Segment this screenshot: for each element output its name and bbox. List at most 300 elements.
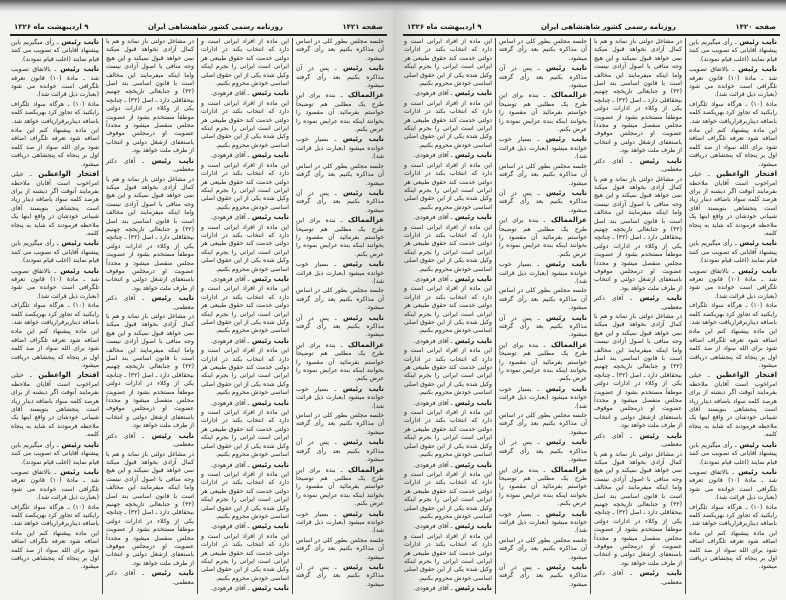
paragraph (404, 533, 492, 583)
paragraph-text: در مشاغل دولتی باز نماند و هم با کمال آزادی بخواهد قبول میکند نمی خواهد قبول نمیکند و این هیچ وجه منافی با اصول آزادی نیست واما اینکه میفرمایند این مخالف است با قانون اساسی بند اصل (۳۲) و جنابعالی تاریخچه چهنیم بیحقاقلی دارد ـ اصل (۳۲) ـ چنانچه یکی از وکلاء در ادارات دولتی موظفاً مستخدم بشود از عضویت مجلس منفصل میشود و مجدداً عضویت او درمجلس موقوف باستعفای ازشغل دولتی و انتخاب از طرف ملت خواهد بود. (594, 313, 682, 430)
paragraph-text: این ماده از افراد ایرانی است و دارد که انتخاب بکند در ادارات دولتی خدمت کند حقوق طبیعی هر ایرانی است ایرانی را بجرم اینکه وکیل شده یکی از این حقوق اصلی اساسی خودش محروم بکنیم. (201, 38, 289, 88)
paragraph (689, 328, 777, 370)
speaker-label: نایب رئیس (336, 562, 384, 571)
speaker-label: نایب رئیس (539, 562, 587, 571)
paragraph (499, 163, 587, 188)
speaker-label: نایب رئیس (56, 65, 99, 74)
paragraph (11, 65, 99, 100)
paragraph-text: ـ بنده برای این طرح یک مطلبی هم توضیحاً خواستم بفرمائید آن مقصود را بخوانند اینکه بنده عرایض نموده را عرض بکنم. (296, 217, 384, 258)
speaker-label: نایب رئیس (632, 156, 682, 165)
speaker-label: نایب رئیس (736, 38, 777, 46)
paragraph (201, 275, 289, 284)
speaker-label: نایب رئیس (539, 509, 587, 518)
paragraph (499, 466, 587, 509)
paragraph (296, 163, 384, 188)
paragraph-text: این ماده پیشنهاد کنم این ماده اضافه شود تعرفه تلگراف اضافه شود برای الله سواد از صد کلمه اول بر پنجاه که پنجشاهی دریافت میشود. (11, 127, 99, 168)
paragraph (201, 522, 289, 531)
paragraph-text: ـ بسیار خوب خوانده میشود (بعبارت ذیل قرائت شد). (499, 261, 587, 285)
paragraph-text: ـ پس در آن مذاکره بکنیم بعد رأی گرفته میشود. (499, 439, 587, 464)
paragraph (689, 267, 777, 302)
paragraph-text: ـ بنده برای این طرح یک مطلبی هم توضیحاً خواستم بفرمائید آن مقصود را بخوانند اینکه بنده عرایض نموده را عرض بکنم. (499, 217, 587, 258)
paragraph-text: این ماده از افراد ایرانی است و دارد که انتخاب بکند در ادارات دولتی خدمت کند حقوق طبیعی هر ایرانی است ایرانی را بجرم اینکه وکیل شده یکی از این حقوق اصلی اساسی خودش محروم بکنیم. (201, 223, 289, 273)
paragraph-text: ـ پس در آن مذاکره بکنیم بعد رأی گرفته میشود. (499, 563, 587, 588)
paragraph-text: مادهٔ (۱۰) ـ هرگاه سواد تلگراف رایکنید که تجاوز کرد بهریکصد کلمه باضافه دیناربرقراریافت خواهد شد. (11, 100, 99, 125)
paragraph-text: ـ بسیار خوب خوانده میشود (بعبارت ذیل قرائت شد). (499, 385, 587, 410)
speaker-label: عزالممالک (545, 91, 587, 100)
paragraph (201, 409, 289, 459)
paragraph-text: ـ بنده برای این طرح یک مطلبی هم توضیحاً خواستم بفرمائید آن مقصود را بخوانند اینکه بنده عرایض نموده را عرض بکنم. (296, 92, 384, 134)
paragraph-text: ـ بنده برای این طرح یک مطلبی هم توضیحاً خواستم بفرمائید آن مقصود را بخوانند اینکه بنده عرایض نموده را عرض بکنم. (296, 466, 384, 508)
paragraph-text: ـ پس در آن مذاکره بکنیم بعد رأی گرفته میشود. (499, 65, 587, 90)
speaker-label: نایب رئیس (452, 89, 492, 98)
paragraph-text: مادهٔ (۱۰) ـ هرگاه سواد تلگراف رایکنید که تجاوز کرد بهریکصد کلمه باضافه دیناربرقراریافت خواهد شد. (11, 302, 99, 326)
paragraph (296, 438, 384, 464)
paragraph-text: این ماده پیشنهاد کنم این ماده اضافه شود تعرفه تلگراف اضافه شود برای الله سواد از صد کلمه اول بر پنجاه که پنجشاهی دریافت میشود. (689, 529, 777, 571)
paragraph (499, 412, 587, 437)
paragraph-text: این ماده از افراد ایرانی است و دارد که انتخاب بکند در ادارات دولتی خدمت کند حقوق طبیعی هر ایرانی است ایرانی را بجرم اینکه وکیل شده یکی از این حقوق اصلی اساسی خودش محروم بکنیم. (201, 285, 289, 335)
paragraph (11, 504, 99, 529)
paragraph (404, 224, 492, 274)
paragraph-text: ـ آقای فرهودی. (210, 585, 250, 593)
paragraph-text: مادهٔ (۱۰) ـ هرگاه سواد تلگراف رایکنید که تجاوز کرد بهریکصد کلمه باضافه دیناربرقراریافت خواهد شد. (689, 503, 777, 528)
speaker-label: نایب رئیس (734, 467, 777, 476)
paragraph (201, 38, 289, 88)
paragraph (201, 337, 289, 346)
paragraph (404, 162, 492, 212)
paragraph-text: در مشاغل دولتی باز نماند و هم با کمال آزادی بخواهد قبول میکند نمی خواهد قبول نمیکند و این هیچ وجه منافی با اصول آزادی نیست واما اینکه میفرمایند این مخالف است با قانون اساسی بند اصل (۳۲) و جنابعالی تاریخچه چهنیم بیحقاقلی دارد ـ اصل (۳۲) ـ چنانچه یکی از وکلاء در ادارات دولتی موظفاً مستخدم بشود از عضویت مجلس منفصل میشود و مجدداً عضویت او درمجلس موقوف باستعفای ازشغل دولتی و انتخاب از طرف ملت خواهد بود. (594, 175, 682, 292)
paragraph-text: ـ آقای دکتر معظمی. (106, 295, 194, 311)
paragraph-text: جلسه مجلس بطور کلی در اساس آن مذاکره بکنیم بعد رأی گرفته میشود. (499, 38, 587, 62)
paragraph (296, 466, 384, 509)
speaker-label: نایب رئیس (249, 336, 289, 345)
paragraph (296, 260, 384, 286)
paragraph-text: در مشاغل دولتی باز نماند و هم با کمال آزادی بخواهد قبول میکند نمی خواهد قبول نمیکند و این هیچ وجه منافی با اصول آزادی نیست واما اینکه میفرمایند این مخالف است با قانون اساسی بند اصل (۳۲) و جنابعالی تاریخچه چهنیم بیحقاقلی دارد ـ اصل (۳۲) ـ چنانچه یکی از وکلاء در ادارات دولتی موظفاً مستخدم بشود از عضویت مجلس منفصل میشود و مجدداً عضویت او درمجلس موقوف باستعفای ازشغل دولتی و انتخاب از طرف ملت خواهد بود. (594, 38, 682, 155)
paragraph (689, 239, 777, 265)
paragraph (689, 530, 777, 572)
paragraph (201, 213, 289, 222)
paragraph-text: ـ بالاتفاق تصویب شد ـ مادهٔ (۱۰) قانون تعرفه تلگرافی است خوانده می شود (بعبارت ذیل قرائت شد). (11, 267, 99, 300)
text-column (685, 38, 780, 594)
paragraph-text: این ماده از افراد ایرانی است و دارد که انتخاب بکند در ادارات دولتی خدمت کند حقوق طبیعی هر ایرانی است ایرانی را بجرم اینکه وکیل شده یکی از این حقوق اصلی اساسی خودش محروم بکنیم. (201, 99, 289, 149)
paragraph (106, 294, 194, 312)
paragraph (11, 441, 99, 467)
paragraph (689, 302, 777, 327)
paragraph-text: این ماده از افراد ایرانی است و دارد که انتخاب بکند در ادارات دولتی خدمت کند حقوق طبیعی هر ایرانی است ایرانی را بجرم اینکه وکیل شده یکی از این حقوق اصلی اساسی خودش محروم بکنیم. (404, 285, 492, 335)
text-column (401, 38, 495, 594)
paragraph (296, 341, 384, 384)
speaker-label: عزالممالک (342, 91, 384, 100)
paragraph (689, 65, 777, 100)
speaker-label: نایب رئیس (632, 569, 682, 578)
speaker-label: نایب رئیس (452, 398, 492, 407)
paragraph (594, 569, 682, 587)
paragraph-text: در مشاغل دولتی باز نماند و هم با کمال آزادی بخواهد قبول میکند نمی خواهد قبول نمیکند و این هیچ وجه منافی با اصول آزادی نیست واما اینکه میفرمایند این مخالف است با قانون اساسی بند اصل (۳۲) و جنابعالی تاریخچه چهنیم بیحقاقلی دارد ـ اصل (۳۲) ـ چنانچه یکی از وکلاء در ادارات دولتی موظفاً مستخدم بشود از عضویت مجلس منفصل میشود و مجدداً عضویت او درمجلس موقوف باستعفای ازشغل دولتی و انتخاب از طرف ملت خواهد بود. (106, 38, 194, 155)
speaker-label: نایب رئیس (539, 313, 587, 322)
paragraph-text: ـ خیلی امراخوب است آقایان ملاحظه بفرمایند آنوقت اگر دیشنه از برای هرصد کلمه سواد باضافه دینار زیاد است پنجشاهی بنویسند آقای شیبانی خودشان در واقع اینها یک ملاحظه فرمودند که شاید به پنجاه کلمه. (11, 372, 99, 439)
paragraph (404, 399, 492, 408)
paragraph-text: در مشاغل دولتی باز نماند و هم با کمال آزادی بخواهد قبول میکند نمی خواهد قبول نمیکند و این هیچ وجه منافی با اصول آزادی نیست واما اینکه میفرمایند این مخالف است با قانون اساسی بند اصل (۳۲) و جنابعالی تاریخچه چهنیم بیحقاقلی دارد ـ اصل (۳۲) ـ چنانچه یکی از وکلاء در ادارات دولتی موظفاً مستخدم بشود از عضویت مجلس منفصل میشود و مجدداً عضویت او درمجلس موقوف باستعفای ازشغل دولتی و انتخاب از طرف ملت خواهد بود. (106, 450, 194, 567)
header-rule (10, 34, 387, 36)
paragraph-text: این ماده از افراد ایرانی است و دارد که انتخاب بکند در ادارات دولتی خدمت کند حقوق طبیعی هر ایرانی است ایرانی را بجرم اینکه وکیل شده یکی از این حقوق اصلی اساسی خودش محروم بکنیم. (404, 99, 492, 149)
paragraph-text: ـ پس در آن مذاکره بکنیم بعد رأی گرفته میشود. (296, 189, 384, 214)
paragraph (296, 412, 384, 437)
speaker-label: نایب رئیس (56, 266, 99, 275)
paragraph-text: این ماده پیشنهاد کنم این ماده اضافه شود تعرفه تلگراف اضافه شود برای الله سواد از صد کلمه اول بر پنجاه که پنجشاهی دریافت میشود. (689, 127, 777, 168)
text-columns (401, 38, 780, 594)
paragraph-text: ـ رأی میگیریم باین پیشنهاد آقایانی که تصویب می کنند قیام نمایند (اغلب قیام نمودند). (689, 240, 777, 265)
paragraph-text: ـ آقای فرهودی. (210, 523, 250, 531)
paragraph (689, 38, 777, 64)
paragraph (296, 537, 384, 562)
paragraph (499, 287, 587, 312)
paragraph-text: ـ آقای دکتر معظمی. (106, 432, 194, 449)
speaker-label: نایب رئیس (249, 584, 289, 593)
speaker-label: نایب رئیس (249, 151, 289, 160)
paragraph-text: ـ آقای دکتر معظمی. (594, 157, 682, 174)
paragraph-text: ـ پس در آن مذاکره بکنیم بعد رأی گرفته میشود. (296, 439, 384, 464)
speaker-label: نایب رئیس (336, 313, 384, 322)
paragraph-text: جلسه مجلس بطور کلی در اساس آن مذاکره بکنیم بعد رأی گرفته میشود. (296, 287, 384, 312)
paragraph (201, 461, 289, 470)
paragraph (499, 385, 587, 411)
paragraph-text: ـ بنده برای این طرح یک مطلبی هم توضیحاً خواستم بفرمائید آن مقصود را بخوانند اینکه بنده عرایض نموده را عرض بکنم. (499, 466, 587, 508)
paragraph-text: ـ آقای فرهودی. (413, 214, 453, 222)
paragraph-text: ـ پس در آن مذاکره بکنیم بعد رأی گرفته میشود. (296, 563, 384, 588)
paragraph-text: این ماده از افراد ایرانی است و دارد که انتخاب بکند در ادارات دولتی خدمت کند حقوق طبیعی هر ایرانی است ایرانی را بجرم اینکه وکیل شده یکی از این حقوق اصلی اساسی خودش محروم بکنیم. (404, 38, 492, 88)
paragraph (404, 584, 492, 593)
paragraph (499, 91, 587, 134)
paragraph (689, 170, 777, 238)
paragraph-text: ـ بالاتفاق تصویب شد ـ مادهٔ (۱۰) قانون تعرفه تلگرافی است خوانده می شود (بعبارت ذیل قرائت شد). (689, 267, 777, 300)
paragraph (404, 38, 492, 88)
paragraph (594, 38, 682, 156)
paragraph-text: ـ بسیار خوب خوانده میشود (بعبارت ذیل قرائت شد). (296, 385, 384, 410)
paragraph-text: این ماده پیشنهاد کنم این ماده اضافه شود تعرفه تلگراف اضافه شود برای الله سواد از صد کلمه اول بر پنجاه که پنجشاهی دریافت میشود. (11, 529, 99, 571)
paragraph-text: این ماده از افراد ایرانی است و دارد که انتخاب بکند در ادارات دولتی خدمت کند حقوق طبیعی هر ایرانی است ایرانی را بجرم اینکه وکیل شده یکی از این حقوق اصلی اساسی خودش محروم بکنیم. (404, 161, 492, 211)
speaker-label: نایب رئیس (336, 438, 384, 447)
paragraph (201, 285, 289, 335)
paragraph (296, 385, 384, 411)
paragraph-text: ـ پس در آن مذاکره بکنیم بعد رأی گرفته میشود. (296, 314, 384, 339)
speaker-label: نایب رئیس (452, 151, 492, 160)
paragraph (499, 38, 587, 63)
paragraph (106, 451, 194, 569)
paragraph (201, 347, 289, 397)
paragraph (201, 89, 289, 98)
paragraph (499, 341, 587, 384)
paragraph-text: ـ خیلی امراخوب است آقایان ملاحظه بفرمایند آنوقت اگر دیشنه از برای هرصد کلمه سواد باضافه دینار زیاد است پنجشاهی بنویسند آقای شیبانی خودشان در واقع اینها یک ملاحظه فرمودند که شاید به پنجاه کلمه. (689, 372, 777, 439)
paragraph (296, 563, 384, 589)
speaker-label: نایب رئیس (734, 266, 777, 275)
paragraph (106, 38, 194, 156)
paragraph-text: ـ رأی میگیریم باین پیشنهاد آقایانی که تصویب می کنند قیام نمایند (اغلب قیام نمودند). (689, 441, 777, 466)
paragraph-text: ـ آقای فرهودی. (413, 399, 453, 407)
paragraph (594, 157, 682, 175)
paragraph (404, 213, 492, 222)
paragraph-text: ـ بنده برای این طرح یک مطلبی هم توضیحاً خواستم بفرمائید آن مقصود را بخوانند اینکه بنده عرایض نموده را عرض بکنم. (499, 341, 587, 383)
paragraph (499, 64, 587, 90)
text-column (590, 38, 685, 594)
paragraph-text: ـ آقای فرهودی. (210, 152, 250, 160)
speaker-label: عزالممالک (342, 465, 384, 474)
paragraph-text: این ماده از افراد ایرانی است و دارد که انتخاب بکند در ادارات دولتی خدمت کند حقوق طبیعی هر ایرانی است ایرانی را بجرم اینکه وکیل شده یکی از این حقوق اصلی اساسی خودش محروم بکنیم. (201, 347, 289, 397)
paragraph (11, 530, 99, 572)
text-column (495, 38, 590, 594)
paragraph-text: ـ آقای دکتر معظمی. (594, 570, 682, 586)
speaker-label: نایب رئیس (452, 213, 492, 222)
paragraph (106, 432, 194, 450)
paragraph-text: در مشاغل دولتی باز نماند و هم با کمال آزادی بخواهد قبول میکند نمی خواهد قبول نمیکند و این هیچ وجه منافی با اصول آزادی نیست واما اینکه میفرمایند این مخالف است با قانون اساسی بند اصل (۳۲) و جنابعالی تاریخچه چهنیم بیحقاقلی دارد ـ اصل (۳۲) ـ چنانچه یکی از وکلاء در ادارات دولتی موظفاً مستخدم بشود از عضویت مجلس منفصل میشود و مجدداً عضویت او درمجلس موقوف باستعفای ازشغل دولتی و انتخاب از طرف ملت خواهد بود. (594, 450, 682, 567)
paragraph (11, 371, 99, 439)
paragraph (499, 438, 587, 464)
paragraph (404, 100, 492, 150)
page-date: ۹ اردیبهشت ماه ۱۳۲۶ (407, 23, 482, 31)
speaker-label: عزالممالک (545, 340, 587, 349)
paragraph (296, 189, 384, 215)
paragraph (499, 510, 587, 536)
paragraph-text: جلسه مجلس بطور کلی در اساس آن مذاکره بکنیم بعد رأی گرفته میشود. (296, 38, 384, 62)
paragraph (106, 157, 194, 175)
paragraph-text: ـ آقای فرهودی. (413, 461, 453, 469)
paragraph-text: ـ بسیار خوب خوانده میشود (بعبارت ذیل قرائت شد). (296, 136, 384, 161)
paragraph (11, 239, 99, 265)
paragraph (201, 224, 289, 274)
speaker-label: نایب رئیس (336, 64, 384, 73)
speaker-label: عزالممالک (342, 340, 384, 349)
paragraph-text: ـ آقای فرهودی. (413, 523, 453, 531)
paragraph (11, 101, 99, 126)
paragraph (11, 170, 99, 238)
paragraph (499, 537, 587, 562)
paragraph-text: ـ بالاتفاق تصویب شد ـ مادهٔ (۱۰) قانون تعرفه تلگرافی است خوانده می شود (بعبارت ذیل قرائت شد). (11, 468, 99, 502)
speaker-label: نایب رئیس (58, 239, 99, 248)
paragraph-text: جلسه مجلس بطور کلی در اساس آن مذاکره بکنیم بعد رأی گرفته میشود. (499, 536, 587, 561)
paragraph (201, 471, 289, 521)
speaker-label: نایب رئیس (144, 569, 194, 578)
paragraph-text: ـ آقای فرهودی. (413, 152, 453, 160)
paragraph (594, 451, 682, 569)
paragraph (296, 64, 384, 90)
paragraph-text: این ماده از افراد ایرانی است و دارد که انتخاب بکند در ادارات دولتی خدمت کند حقوق طبیعی هر ایرانی است ایرانی را بجرم اینکه وکیل شده یکی از این حقوق اصلی اساسی خودش محروم بکنیم. (404, 532, 492, 582)
paragraph-text: ـ آقای فرهودی. (210, 275, 250, 283)
paragraph-text: ـ بنده برای این طرح یک مطلبی هم توضیحاً خواستم بفرمائید آن مقصود را بخوانند اینکه بنده عرایض نموده را عرض بکنم. (296, 341, 384, 383)
paragraph (404, 151, 492, 160)
speaker-label: عزالممالک (545, 465, 587, 474)
paragraph-text: ـ آقای فرهودی. (210, 337, 250, 345)
paragraph-text: ـ خیلی امراخوب است آقایان ملاحظه بفرمایند آنوقت اگر دیشنه از برای هرصد کلمه سواد باضافه دینار زیاد است پنجشاهی بنویسند آقای شیبانی خودشان در واقع اینها یک ملاحظه فرمودند که شاید به پنجاه کلمه. (11, 171, 99, 237)
speaker-label: نایب رئیس (336, 384, 384, 393)
paragraph-text: ـ آقای فرهودی. (413, 337, 453, 345)
speaker-label: نایب رئیس (58, 440, 99, 449)
paragraph (499, 189, 587, 215)
speaker-label: نایب رئیس (249, 213, 289, 222)
paragraph-text: این ماده از افراد ایرانی است و دارد که انتخاب بکند در ادارات دولتی خدمت کند حقوق طبیعی هر ایرانی است ایرانی را بجرم اینکه وکیل شده یکی از این حقوق اصلی اساسی خودش محروم بکنیم. (404, 470, 492, 520)
page-number: صفحه ۱۴۲۱ (342, 23, 383, 31)
text-columns (8, 38, 387, 594)
paragraph (499, 563, 587, 589)
paragraph (296, 287, 384, 312)
paragraph-text: مادهٔ (۱۰) ـ هرگاه سواد تلگراف رایکنید که تجاوز کرد بهریکصد کلمه باضافه دیناربرقراریافت خواهد شد. (689, 100, 777, 125)
page-header (14, 20, 383, 34)
paragraph-text: جلسه مجلس بطور کلی در اساس آن مذاکره بکنیم بعد رأی گرفته میشود. (499, 162, 587, 187)
paragraph (201, 533, 289, 583)
header-rule (403, 34, 780, 36)
paragraph-text: ـ بالاتفاق تصویب شد ـ مادهٔ (۱۰) قانون تعرفه تلگرافی است خوانده می شود (بعبارت ذیل قرائت شد). (689, 468, 777, 502)
paragraph-text: ـ خیلی امراخوب است آقایان ملاحظه بفرمایند آنوقت اگر دیشنه از برای هرصد کلمه سواد باضافه دینار زیاد است پنجشاهی بنویسند آقای شیبانی خودشان در واقع اینها یک ملاحظه فرمودند که شاید به پنجاه کلمه. (689, 171, 777, 237)
paragraph-text: ـ آقای فرهودی. (210, 461, 250, 469)
speaker-label: افتخار الواعظین (709, 371, 777, 380)
paragraph-text: این ماده از افراد ایرانی است و دارد که انتخاب بکند در ادارات دولتی خدمت کند حقوق طبیعی هر ایرانی است ایرانی را بجرم اینکه وکیل شده یکی از این حقوق اصلی اساسی خودش محروم بکنیم. (404, 347, 492, 397)
paragraph-text: این ماده از افراد ایرانی است و دارد که انتخاب بکند در ادارات دولتی خدمت کند حقوق طبیعی هر ایرانی است ایرانی را بجرم اینکه وکیل شده یکی از این حقوق اصلی اساسی خودش محروم بکنیم. (201, 161, 289, 211)
paragraph (404, 347, 492, 397)
page-number: صفحه ۱۴۲۰ (735, 23, 776, 31)
speaker-label: نایب رئیس (144, 431, 194, 440)
paragraph-text: ـ پس در آن مذاکره بکنیم بعد رأی گرفته میشود. (499, 189, 587, 214)
paragraph (201, 162, 289, 212)
masthead: روزنامه رسمی کشور شاهنشاهی ایران (540, 23, 676, 31)
text-column (102, 38, 197, 594)
paragraph (404, 89, 492, 98)
paragraph-text: ـ آقای فرهودی. (210, 399, 250, 407)
paragraph (404, 522, 492, 531)
paragraph (404, 285, 492, 335)
paragraph-text: جلسه مجلس بطور کلی در اساس آن مذاکره بکنیم بعد رأی گرفته میشود. (296, 162, 384, 187)
paragraph (11, 38, 99, 64)
paragraph (499, 135, 587, 161)
paragraph-text: جلسه مجلس بطور کلی در اساس آن مذاکره بکنیم بعد رأی گرفته میشود. (296, 412, 384, 436)
paragraph-text: ـ بسیار خوب خوانده میشود (بعبارت ذیل قرائت شد). (296, 510, 384, 535)
paragraph (11, 267, 99, 302)
paragraph (689, 504, 777, 529)
paragraph-text: ـ بسیار خوب خوانده میشود (بعبارت ذیل قرائت شد). (499, 136, 587, 161)
speaker-label: نایب رئیس (336, 509, 384, 518)
paragraph (594, 432, 682, 450)
paragraph-text: ـ بالاتفاق تصویب شد ـ مادهٔ (۱۰) قانون تعرفه تلگرافی است خوانده می شود (بعبارت ذیل قرائت شد). (11, 66, 99, 99)
paragraph (404, 275, 492, 284)
paragraph-text: مادهٔ (۱۰) ـ هرگاه سواد تلگراف رایکنید که تجاوز کرد بهریکصد کلمه باضافه دیناربرقراریافت خواهد شد. (689, 302, 777, 326)
paragraph (689, 468, 777, 503)
paragraph (689, 441, 777, 467)
speaker-label: افتخار الواعظین (31, 170, 99, 179)
paragraph (296, 314, 384, 340)
paragraph-text: در مشاغل دولتی باز نماند و هم با کمال آزادی بخواهد قبول میکند نمی خواهد قبول نمیکند و این هیچ وجه منافی با اصول آزادی نیست واما اینکه میفرمایند این مخالف است با قانون اساسی بند اصل (۳۲) و جنابعالی تاریخچه چهنیم بیحقاقلی دارد ـ اصل (۳۲) ـ چنانچه یکی از وکلاء در ادارات دولتی موظفاً مستخدم بشود از عضویت مجلس منفصل میشود و مجدداً عضویت او درمجلس موقوف باستعفای ازشغل دولتی و انتخاب از طرف ملت خواهد بود. (106, 175, 194, 292)
paragraph-text: ـ رأی میگیریم باین پیشنهاد آقایانی که تصویب می کنند قیام نمایند (اغلب قیام نمودند). (689, 39, 777, 63)
paragraph (404, 471, 492, 521)
paragraph (11, 302, 99, 327)
masthead: روزنامه رسمی کشور شاهنشاهی ایران (147, 23, 283, 31)
speaker-label: نایب رئیس (58, 38, 99, 46)
speaker-label: نایب رئیس (336, 135, 384, 144)
paragraph-text: ـ رأی میگیریم باین پیشنهاد آقایانی که تصویب می کنند قیام نمایند (اغلب قیام نمودند). (11, 240, 99, 265)
paragraph-text: این ماده پیشنهاد کنم این ماده اضافه شود تعرفه تلگراف اضافه شود برای الله سواد از صد کلمه اول بر پنجاه که پنجشاهی دریافت میشود. (689, 328, 777, 370)
paragraph (296, 91, 384, 134)
paragraph-text: این ماده از افراد ایرانی است و دارد که انتخاب بکند در ادارات دولتی خدمت کند حقوق طبیعی هر ایرانی است ایرانی را بجرم اینکه وکیل شده یکی از این حقوق اصلی اساسی خودش محروم بکنیم. (404, 409, 492, 459)
text-column (292, 38, 387, 594)
paragraph-text: مادهٔ (۱۰) ـ هرگاه سواد تلگراف رایکنید که تجاوز کرد بهریکصد کلمه باضافه دیناربرقراریافت خواهد شد. (11, 503, 99, 528)
paragraph (594, 313, 682, 431)
paragraph (296, 216, 384, 259)
paragraph-text: ـ بنده برای این طرح یک مطلبی هم توضیحاً خواستم بفرمائید آن مقصود را بخوانند اینکه بنده عرایض نموده را عرض بکنم. (499, 92, 587, 134)
paragraph-text: ـ آقای فرهودی. (210, 90, 250, 98)
paragraph (499, 216, 587, 259)
paragraph-text: ـ آقای فرهودی. (413, 585, 453, 593)
speaker-label: نایب رئیس (539, 135, 587, 144)
paragraph-text: این ماده از افراد ایرانی است و دارد که انتخاب بکند در ادارات دولتی خدمت کند حقوق طبیعی هر ایرانی است ایرانی را بجرم اینکه وکیل شده یکی از این حقوق اصلی اساسی خودش محروم بکنیم. (201, 470, 289, 520)
speaker-label: نایب رئیس (736, 440, 777, 449)
speaker-label: نایب رئیس (452, 584, 492, 593)
speaker-label: نایب رئیس (539, 64, 587, 73)
speaker-label: عزالممالک (342, 216, 384, 225)
text-column (197, 38, 292, 594)
scan-shadow (393, 0, 786, 12)
paragraph-text: ـ پس در آن مذاکره بکنیم بعد رأی گرفته میشود. (499, 314, 587, 339)
speaker-label: نایب رئیس (539, 188, 587, 197)
speaker-label: عزالممالک (545, 216, 587, 225)
paragraph (296, 135, 384, 161)
paragraph-text: ـ پس در آن مذاکره بکنیم بعد رأی گرفته میشود. (296, 65, 384, 90)
paragraph-text: ـ آقای دکتر معظمی. (594, 295, 682, 311)
paragraph-text: این ماده از افراد ایرانی است و دارد که انتخاب بکند در ادارات دولتی خدمت کند حقوق طبیعی هر ایرانی است ایرانی را بجرم اینکه وکیل شده یکی از این حقوق اصلی اساسی خودش محروم بکنیم. (201, 409, 289, 459)
paragraph-text: ـ آقای فرهودی. (413, 90, 453, 98)
speaker-label: نایب رئیس (539, 438, 587, 447)
paragraph (499, 260, 587, 286)
paragraph (499, 314, 587, 340)
speaker-label: نایب رئیس (452, 460, 492, 469)
paragraph-text: ـ آقای فرهودی. (413, 275, 453, 283)
paragraph (106, 313, 194, 431)
page-date: ۹ اردیبهشت ماه ۱۳۲۶ (14, 23, 89, 31)
right-page (393, 0, 786, 600)
paragraph (594, 294, 682, 312)
paragraph (689, 371, 777, 439)
paragraph (11, 468, 99, 503)
paragraph (404, 461, 492, 470)
paragraph (11, 328, 99, 370)
paragraph (689, 101, 777, 126)
paragraph-text: این ماده پیشنهاد کنم این ماده اضافه شود تعرفه تلگراف اضافه شود برای الله سواد از صد کلمه اول بر پنجاه که پنجشاهی دریافت میشود. (11, 328, 99, 370)
paragraph-text: در مشاغل دولتی باز نماند و هم با کمال آزادی بخواهد قبول میکند نمی خواهد قبول نمیکند و این هیچ وجه منافی با اصول آزادی نیست واما اینکه میفرمایند این مخالف است با قانون اساسی بند اصل (۳۲) و جنابعالی تاریخچه چهنیم بیحقاقلی دارد ـ اصل (۳۲) ـ چنانچه یکی از وکلاء در ادارات دولتی موظفاً مستخدم بشود از عضویت مجلس منفصل میشود و مجدداً عضویت او درمجلس موقوف باستعفای ازشغل دولتی و انتخاب از طرف ملت خواهد بود. (106, 313, 194, 430)
paragraph (11, 127, 99, 169)
paragraph-text: ـ آقای دکتر معظمی. (106, 570, 194, 586)
paragraph (404, 337, 492, 346)
paragraph (594, 176, 682, 294)
paragraph-text: ـ آقای فرهودی. (210, 214, 250, 222)
paragraph-text: ـ بالاتفاق تصویب شد ـ مادهٔ (۱۰) قانون تعرفه تلگرافی است خوانده می شود (بعبارت ذیل قرائت شد). (689, 66, 777, 99)
paragraph (201, 399, 289, 408)
paragraph-text: ـ بسیار خوب خوانده میشود (بعبارت ذیل قرائت شد). (499, 510, 587, 535)
text-column (8, 38, 102, 594)
paragraph-text: ـ رأی میگیریم باین پیشنهاد آقایانی که تصویب می کنند قیام نمایند (اغلب قیام نمودند). (11, 39, 99, 63)
speaker-label: نایب رئیس (249, 274, 289, 283)
paragraph (106, 569, 194, 587)
speaker-label: افتخار الواعظین (31, 371, 99, 380)
speaker-label: نایب رئیس (539, 260, 587, 269)
paragraph-text: ـ آقای دکتر معظمی. (594, 432, 682, 449)
speaker-label: نایب رئیس (736, 239, 777, 248)
speaker-label: نایب رئیس (734, 65, 777, 74)
speaker-label: نایب رئیس (144, 294, 194, 303)
speaker-label: نایب رئیس (336, 188, 384, 197)
paragraph (201, 151, 289, 160)
paragraph (201, 100, 289, 150)
speaker-label: نایب رئیس (452, 336, 492, 345)
speaker-label: نایب رئیس (336, 260, 384, 269)
speaker-label: نایب رئیس (452, 522, 492, 531)
paragraph (296, 38, 384, 63)
speaker-label: نایب رئیس (56, 467, 99, 476)
paragraph-text: ـ بسیار خوب خوانده میشود (بعبارت ذیل قرائت شد). (296, 261, 384, 285)
speaker-label: نایب رئیس (249, 398, 289, 407)
